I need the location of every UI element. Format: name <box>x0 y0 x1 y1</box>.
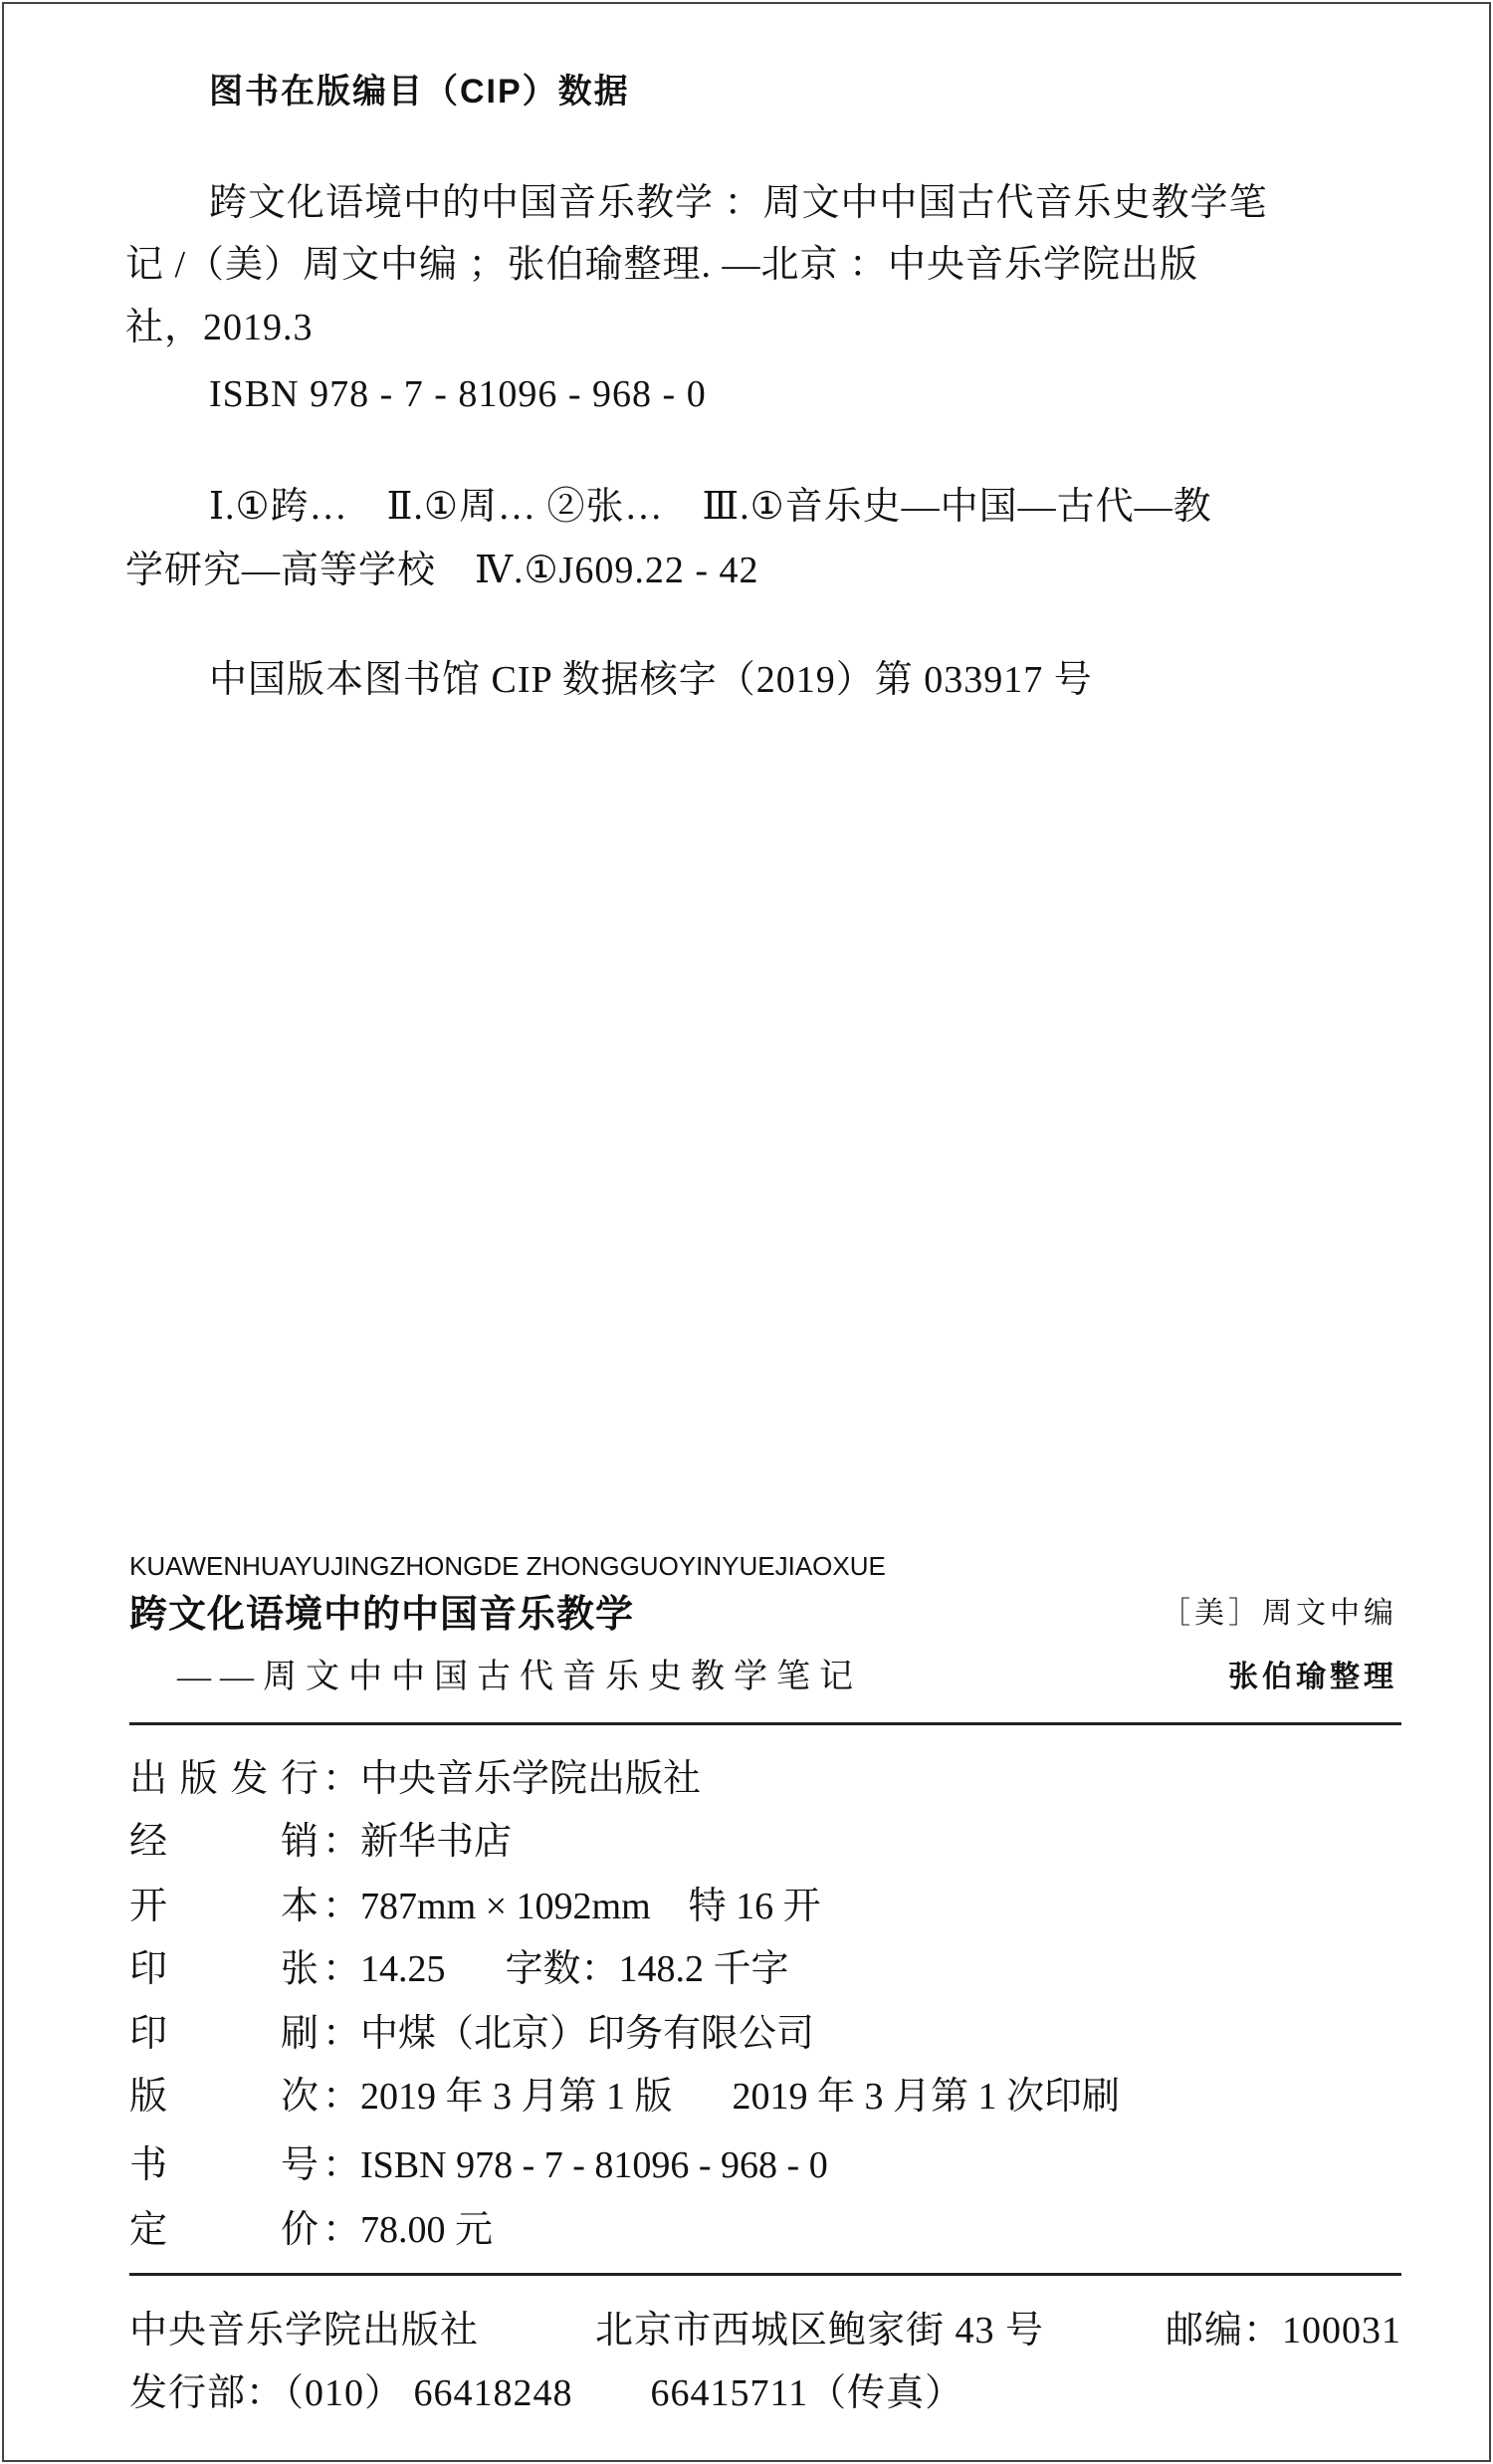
divider <box>129 1722 1401 1725</box>
cip-isbn: ISBN 978 - 7 - 81096 - 968 - 0 <box>209 373 707 415</box>
book-pinyin: KUAWENHUAYUJINGZHONGDE ZHONGGUOYINYUEJIAOXUE <box>129 1551 886 1581</box>
footer-address: 北京市西城区鲍家街 43 号 <box>595 2310 1045 2352</box>
info-value: 14.25 <box>360 1948 446 1990</box>
info-row-printer: 印刷 ：中煤（北京）印务有限公司 <box>129 2013 815 2055</box>
info-key: 版次 <box>129 2076 319 2118</box>
info-row-edition: 版次 ：2019 年 3 月第 1 版 2019 年 3 月第 1 次印刷 <box>129 2076 1121 2118</box>
book-subtitle: ——周文中中国古代音乐史教学笔记 <box>177 1659 862 1695</box>
book-author: ［美］周文中编 <box>1161 1597 1397 1630</box>
info-value: 新华书店 <box>360 1821 513 1863</box>
info-row-format: 开本 ：787mm × 1092mm 特 16 开 <box>129 1886 821 1927</box>
info-value: 中煤（北京）印务有限公司 <box>360 2013 815 2055</box>
cip-classification-1: Ⅰ.①跨… Ⅱ.①周… ②张… Ⅲ.①音乐史—中国—古代—教 <box>209 486 1212 528</box>
info-row-distributor: 经销 ：新华书店 <box>129 1821 513 1863</box>
cip-line-3: 社，2019.3 <box>125 307 314 348</box>
footer-postcode: 邮编：100031 <box>1165 2310 1401 2352</box>
info-value: 中央音乐学院出版社 <box>360 1758 702 1800</box>
info-key: 经销 <box>129 1821 319 1863</box>
info-row-isbn: 书号 ：ISBN 978 - 7 - 81096 - 968 - 0 <box>129 2144 828 2186</box>
cip-heading: 图书在版编目（CIP）数据 <box>209 73 630 111</box>
book-title: 跨文化语境中的中国音乐教学 <box>129 1594 635 1636</box>
info-key: 出版发行 <box>129 1758 319 1800</box>
info-row-publisher: 出版发行 ：中央音乐学院出版社 <box>129 1758 702 1800</box>
info-value: ISBN 978 - 7 - 81096 - 968 - 0 <box>360 2144 828 2186</box>
cip-line-1: 跨文化语境中的中国音乐教学 ：周文中中国古代音乐史教学笔 <box>209 182 1268 224</box>
info-value: 2019 年 3 月第 1 版 <box>360 2076 673 2118</box>
info-row-price: 定价 ：78.00 元 <box>129 2209 494 2251</box>
cip-number: 中国版本图书馆 CIP 数据核字（2019）第 033917 号 <box>209 659 1093 701</box>
footer-phone: 发行部：（010） 66418248 66415711（传真） <box>129 2372 964 2414</box>
info-key: 开本 <box>129 1886 319 1927</box>
info-row-sheets: 印张 ：14.25 字数：148.2 千字 <box>129 1948 789 1990</box>
book-editor: 张伯瑜整理 <box>1228 1661 1397 1693</box>
cip-classification-2: 学研究—高等学校 Ⅳ.①J609.22 - 42 <box>125 550 759 591</box>
info-key: 书号 <box>129 2144 319 2186</box>
info-value: 78.00 元 <box>360 2209 494 2251</box>
info-key: 印刷 <box>129 2013 319 2055</box>
footer-publisher: 中央音乐学院出版社 <box>129 2310 480 2352</box>
info-value-printing: 2019 年 3 月第 1 次印刷 <box>732 2076 1121 2118</box>
info-key: 印张 <box>129 1948 319 1990</box>
cip-line-2: 记 /（美）周文中编 ；张伯瑜整理. —北京 ：中央音乐学院出版 <box>125 244 1199 286</box>
info-key: 定价 <box>129 2209 319 2251</box>
info-value: 787mm × 1092mm 特 16 开 <box>360 1886 821 1927</box>
info-value-word-count: 字数：148.2 千字 <box>505 1948 789 1990</box>
divider <box>129 2273 1401 2276</box>
